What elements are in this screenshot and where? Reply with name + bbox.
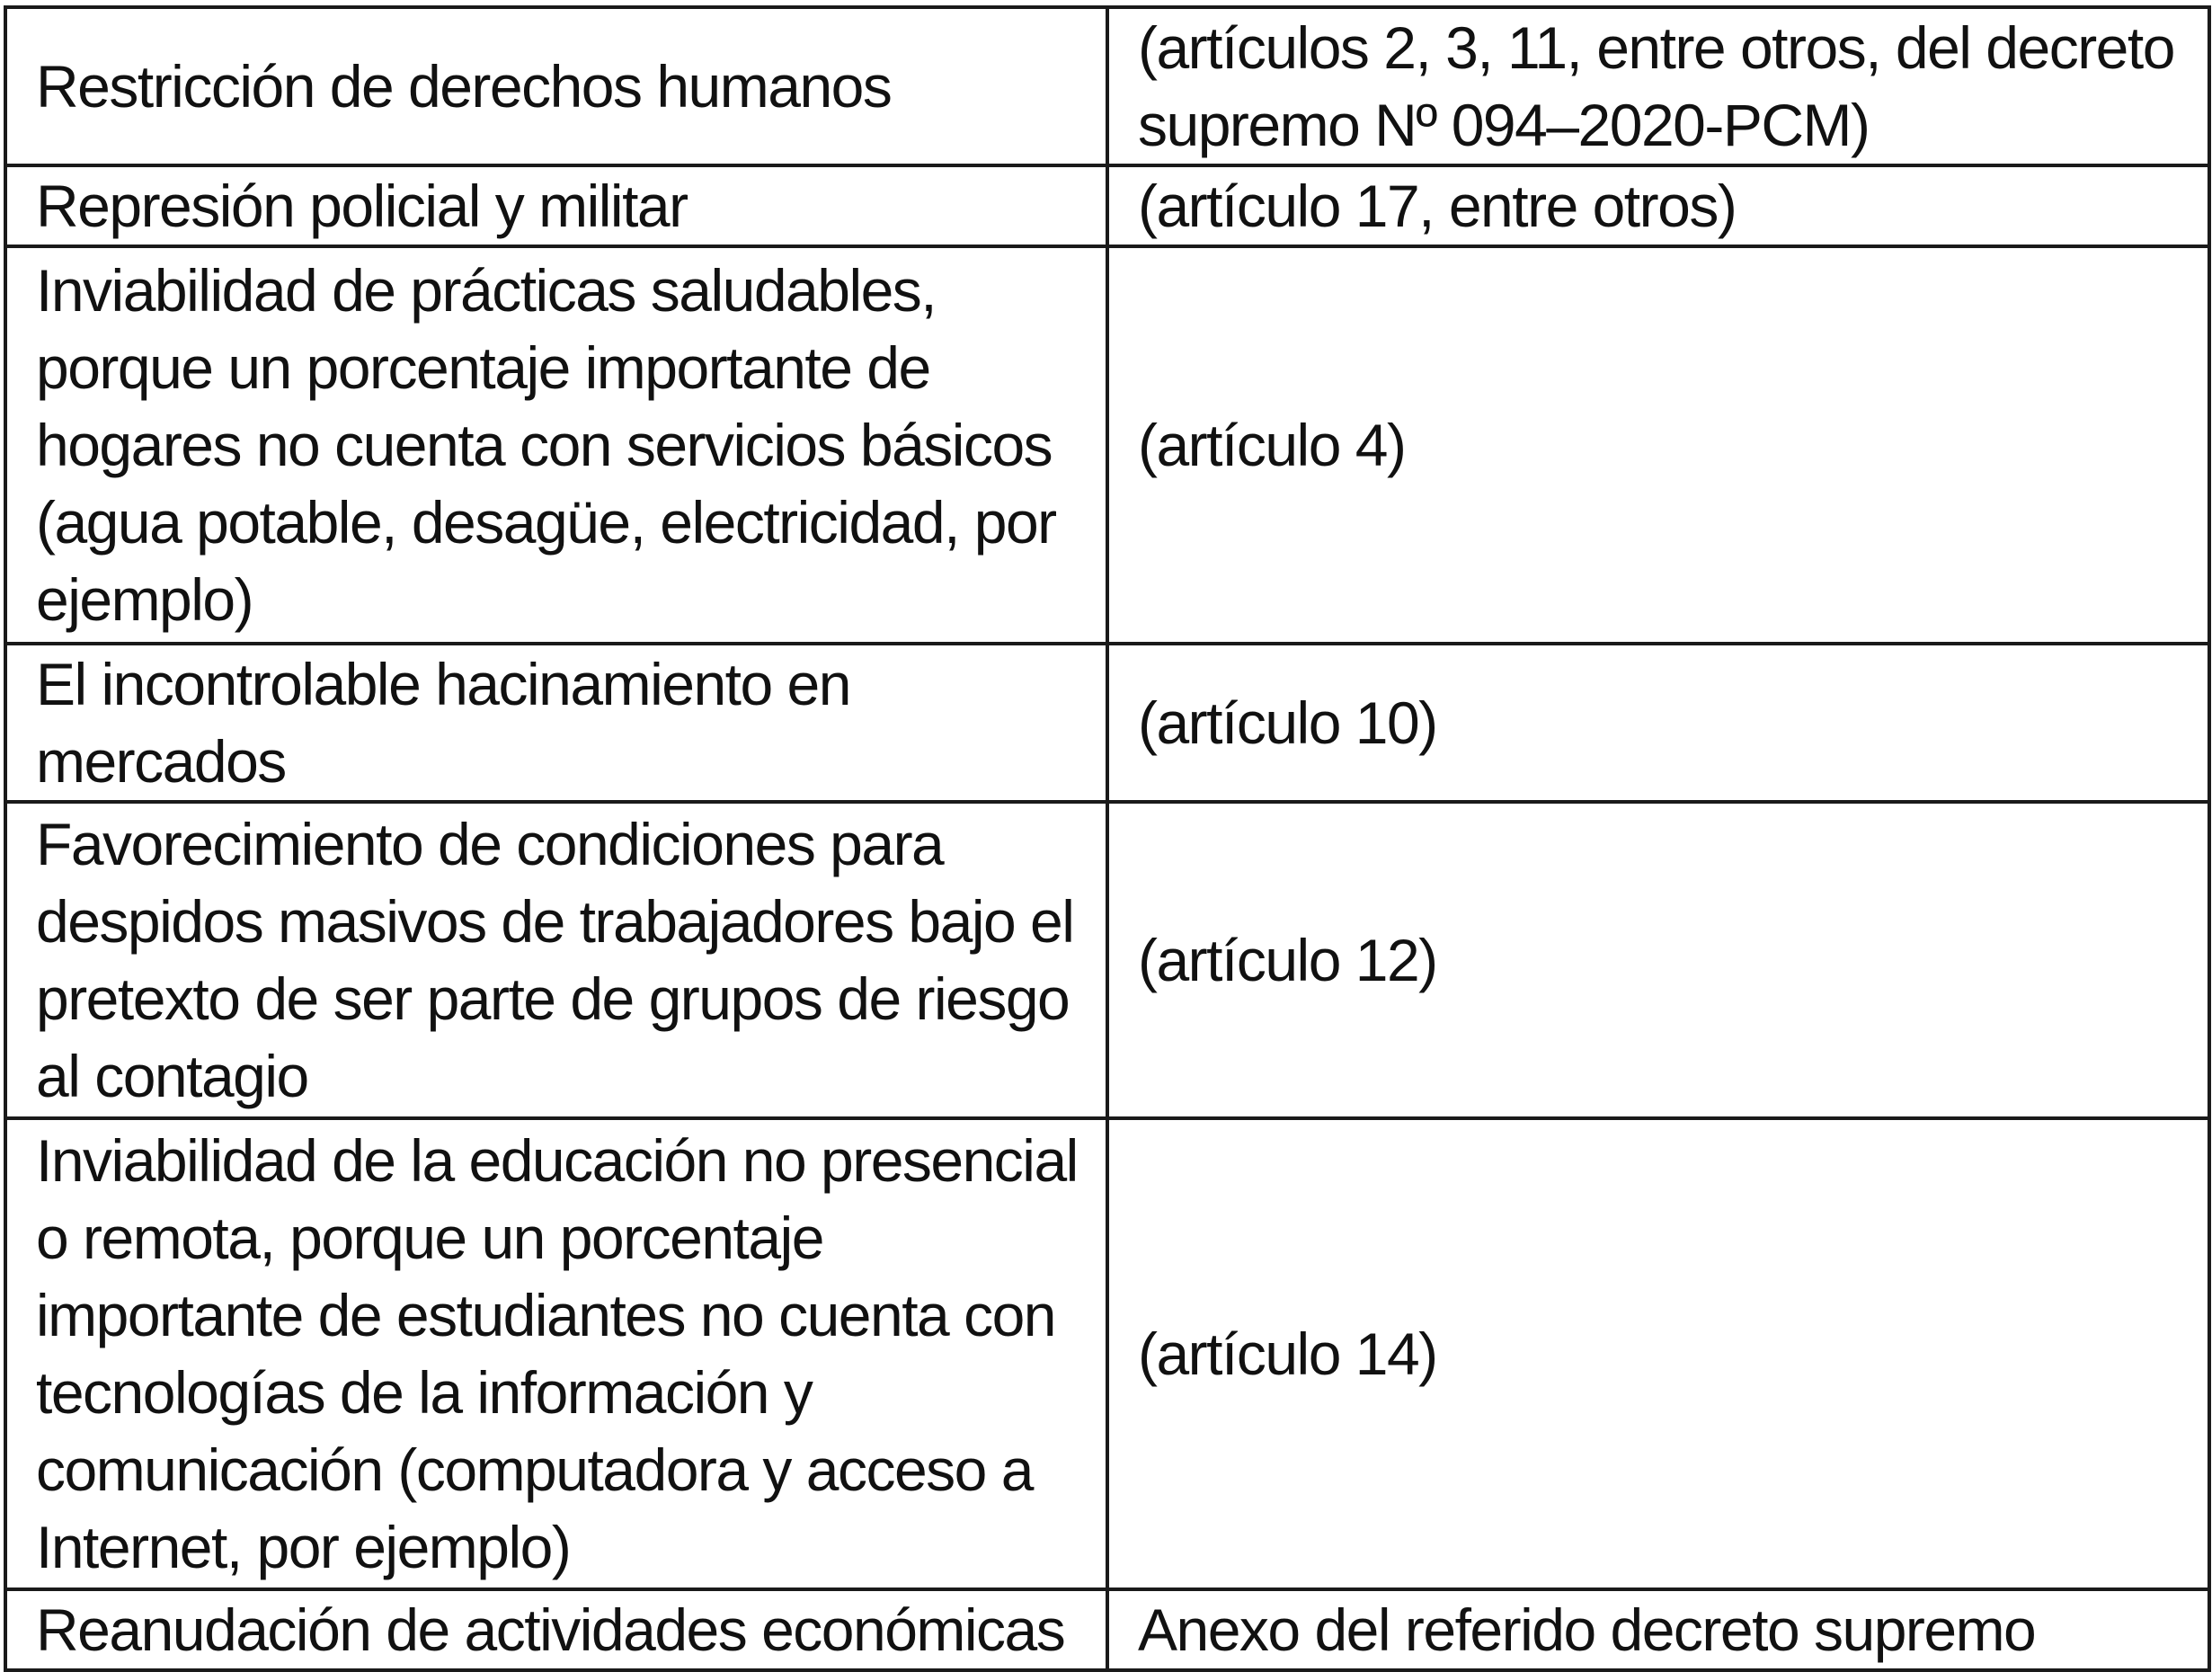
issue-cell xyxy=(5,1589,1107,1670)
issue-cell xyxy=(5,246,1107,644)
issue-text-line: El incontrolable hacinamiento en xyxy=(36,651,850,717)
issue-cell xyxy=(5,165,1107,246)
reference-text-line: (artículo 14) xyxy=(1138,1321,1437,1387)
reference-text-line: Anexo del referido decreto supremo xyxy=(1138,1596,2036,1663)
issue-cell xyxy=(5,802,1107,1118)
reference-cell xyxy=(1107,1118,2209,1589)
issue-text-line: al contagio xyxy=(36,1043,308,1109)
issue-text-line: ejemplo) xyxy=(36,566,253,633)
issue-cell xyxy=(5,1118,1107,1589)
reference-text-line: (artículo 12) xyxy=(1138,927,1437,993)
table-row xyxy=(5,802,2209,1118)
issue-text-line: Restricción de derechos humanos xyxy=(36,53,892,120)
issue-text-line: Inviabilidad de la educación no presencial xyxy=(36,1127,1078,1194)
issue-text-line: Represión policial y militar xyxy=(36,173,688,239)
issue-cell xyxy=(5,7,1107,165)
table-row xyxy=(5,1589,2209,1670)
reference-cell xyxy=(1107,644,2209,802)
issue-text-line: Reanudación de actividades económicas xyxy=(36,1596,1065,1663)
issue-text-line: Favorecimiento de condiciones para xyxy=(36,811,944,877)
issue-text-line: Inviabilidad de prácticas saludables, xyxy=(36,257,937,324)
reference-cell xyxy=(1107,1589,2209,1670)
reference-text-line: (artículo 4) xyxy=(1138,412,1406,478)
reference-text-line: supremo Nº 094–2020-PCM) xyxy=(1138,92,1870,158)
issue-text-line: pretexto de ser parte de grupos de riesgo xyxy=(36,965,1070,1032)
reference-text-line: (artículo 10) xyxy=(1138,689,1437,756)
reference-cell xyxy=(1107,802,2209,1118)
issue-text-line: Internet, por ejemplo) xyxy=(36,1514,571,1580)
reference-cell xyxy=(1107,7,2209,165)
reference-cell xyxy=(1107,165,2209,246)
issue-text-line: despidos masivos de trabajadores bajo el xyxy=(36,888,1074,955)
issue-text-line: o remota, porque un porcentaje xyxy=(36,1205,823,1271)
issue-text-line: tecnologías de la información y xyxy=(36,1359,813,1426)
issue-text-line: mercados xyxy=(36,728,286,795)
decree-issues-table xyxy=(4,5,2211,1672)
issue-text-line: (agua potable, desagüe, electricidad, por xyxy=(36,489,1056,556)
reference-text-line: (artículos 2, 3, 11, entre otros, del decreto xyxy=(1138,14,2174,81)
issue-text-line: porque un porcentaje importante de xyxy=(36,334,930,401)
table-row xyxy=(5,7,2209,165)
table-row xyxy=(5,246,2209,644)
issue-text-line: importante de estudiantes no cuenta con xyxy=(36,1282,1055,1348)
reference-cell xyxy=(1107,246,2209,644)
table-row xyxy=(5,165,2209,246)
table-row xyxy=(5,644,2209,802)
issue-text-line: comunicación (computadora y acceso a xyxy=(36,1436,1033,1503)
issue-text-line: hogares no cuenta con servicios básicos xyxy=(36,412,1053,478)
reference-text-line: (artículo 17, entre otros) xyxy=(1138,173,1737,239)
issue-cell xyxy=(5,644,1107,802)
table-row xyxy=(5,1118,2209,1589)
